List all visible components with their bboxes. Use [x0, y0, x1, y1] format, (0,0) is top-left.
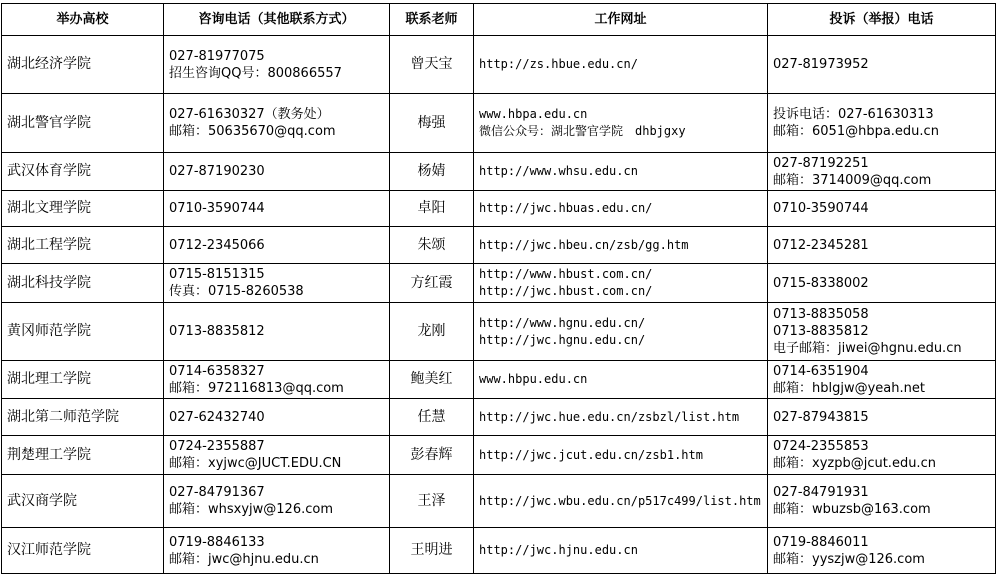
website-cell	[474, 436, 768, 475]
table-body	[2, 36, 996, 574]
school-name: 汉江师范学院	[7, 542, 91, 558]
header-website: 工作网址	[474, 4, 768, 36]
complaint-line: 0719-8846011	[773, 534, 869, 550]
header-teacher: 联系老师	[390, 4, 474, 36]
teacher-name: 杨婧	[417, 163, 446, 179]
phone-line: 027-81977075	[169, 48, 265, 64]
teacher-cell	[390, 528, 474, 574]
site-line[interactable]: 微信公众号：湖北警官学院 dhbjgxy	[479, 124, 686, 138]
complaint-line: 邮箱：wbuzsb@163.com	[773, 502, 931, 517]
complaint-cell	[768, 227, 996, 264]
teacher-cell	[390, 264, 474, 303]
phone-cell	[164, 436, 390, 475]
teacher-cell	[390, 303, 474, 361]
phone-cell	[164, 303, 390, 361]
complaint-cell	[768, 36, 996, 94]
complaint-line: 0714-6351904	[773, 363, 869, 379]
phone-cell	[164, 94, 390, 153]
complaint-line: 027-84791931	[773, 485, 869, 500]
school-name: 黄冈师范学院	[7, 323, 91, 339]
site-line[interactable]: http://jwc.hue.edu.cn/zsbzl/list.htm	[479, 409, 740, 424]
teacher-name: 方红霞	[410, 274, 453, 291]
teacher-name: 龙刚	[417, 323, 446, 339]
phone-line: 0719-8846133	[169, 534, 265, 550]
complaint-line: 邮箱：xyzpb@jcut.edu.cn	[773, 456, 936, 471]
teacher-name: 朱颂	[417, 236, 446, 253]
table-row	[2, 227, 996, 264]
phone-line: 027-87190230	[169, 164, 265, 179]
phone-cell	[164, 528, 390, 574]
phone-line: 传真：0715-8260538	[169, 284, 304, 299]
phone-cell	[164, 264, 390, 303]
teacher-cell	[390, 399, 474, 436]
phone-line: 027-62432740	[169, 409, 265, 425]
complaint-cell	[768, 399, 996, 436]
school-cell	[2, 227, 164, 264]
complaint-line: 027-87192251	[773, 155, 869, 171]
teacher-cell	[390, 475, 474, 528]
complaint-line: 邮箱：3714009@qq.com	[773, 172, 932, 188]
teacher-cell	[390, 436, 474, 475]
teacher-name: 曾天宝	[410, 56, 453, 72]
complaint-cell	[768, 191, 996, 227]
phone-line: 邮箱：972116813@qq.com	[169, 380, 344, 396]
site-line[interactable]: http://jwc.hgnu.edu.cn/	[479, 332, 646, 347]
table-row	[2, 436, 996, 475]
phone-line: 0724-2355887	[169, 439, 265, 454]
phone-line: 0714-6358327	[169, 363, 265, 379]
school-name: 湖北工程学院	[7, 236, 91, 253]
teacher-name: 任慧	[417, 408, 446, 425]
complaint-line: 027-81973952	[773, 57, 869, 72]
phone-line: 0712-2345066	[169, 237, 265, 253]
table-row	[2, 94, 996, 153]
website-cell	[474, 475, 768, 528]
complaint-line: 0712-2345281	[773, 237, 869, 253]
table-header-row	[2, 4, 996, 36]
complaint-cell	[768, 528, 996, 574]
phone-cell	[164, 475, 390, 528]
contact-table	[1, 3, 996, 574]
website-cell	[474, 191, 768, 227]
school-cell	[2, 361, 164, 399]
complaint-cell	[768, 94, 996, 153]
school-name: 荆楚理工学院	[7, 446, 91, 463]
site-line[interactable]: http://jwc.hbust.com.cn/	[479, 284, 653, 298]
site-line[interactable]: http://zs.hbue.edu.cn/	[479, 57, 638, 71]
school-cell	[2, 475, 164, 528]
school-name: 湖北警官学院	[7, 114, 91, 131]
header-phone: 咨询电话（其他联系方式）	[164, 4, 390, 36]
school-cell	[2, 303, 164, 361]
teacher-cell	[390, 36, 474, 94]
teacher-name: 梅强	[417, 114, 446, 131]
complaint-cell	[768, 303, 996, 361]
header-school: 举办高校	[2, 4, 164, 36]
table-row	[2, 475, 996, 528]
complaint-line: 电子邮箱：jiwei@hgnu.edu.cn	[773, 341, 962, 356]
complaint-cell	[768, 475, 996, 528]
teacher-cell	[390, 94, 474, 153]
teacher-name: 卓阳	[417, 200, 446, 216]
header-complaint: 投诉（举报）电话	[768, 4, 996, 36]
complaint-line: 0713-8835812	[773, 324, 869, 339]
site-line[interactable]: http://jwc.hjnu.edu.cn	[479, 543, 638, 557]
contact-table-wrapper	[1, 3, 996, 574]
school-name: 武汉商学院	[7, 492, 77, 509]
website-cell	[474, 528, 768, 574]
teacher-name: 彭春辉	[410, 446, 453, 463]
teacher-cell	[390, 191, 474, 227]
school-name: 湖北第二师范学院	[7, 408, 119, 425]
school-cell	[2, 191, 164, 227]
website-cell	[474, 361, 768, 399]
phone-line: 0715-8151315	[169, 267, 265, 282]
school-cell	[2, 528, 164, 574]
school-name: 武汉体育学院	[7, 163, 91, 179]
teacher-name: 王明进	[410, 542, 453, 558]
site-line[interactable]: www.hbpu.edu.cn	[479, 372, 588, 386]
website-cell	[474, 153, 768, 191]
phone-line: 027-61630327（教务处）	[169, 107, 330, 122]
table-row	[2, 36, 996, 94]
phone-line: 招生咨询QQ号：800866557	[169, 65, 342, 81]
site-line[interactable]: http://www.hgnu.edu.cn/	[479, 315, 646, 330]
site-line[interactable]: http://jwc.hbeu.cn/zsb/gg.htm	[479, 237, 689, 252]
site-line[interactable]: http://www.hbust.com.cn/	[479, 267, 653, 281]
teacher-name: 王泽	[417, 492, 446, 509]
teacher-cell	[390, 361, 474, 399]
school-cell	[2, 436, 164, 475]
school-cell	[2, 94, 164, 153]
school-cell	[2, 399, 164, 436]
school-name: 湖北科技学院	[7, 274, 91, 291]
school-name: 湖北文理学院	[7, 200, 91, 216]
table-row	[2, 153, 996, 191]
table-row	[2, 361, 996, 399]
complaint-line: 邮箱：hblgjw@yeah.net	[773, 380, 925, 396]
complaint-line: 邮箱：6051@hbpa.edu.cn	[773, 124, 939, 139]
complaint-line: 0715-8338002	[773, 275, 869, 291]
teacher-cell	[390, 227, 474, 264]
site-line[interactable]: www.hbpa.edu.cn	[479, 107, 588, 121]
phone-line: 邮箱：50635670@qq.com	[169, 124, 336, 139]
table-row	[2, 264, 996, 303]
complaint-line: 027-87943815	[773, 409, 869, 425]
school-cell	[2, 264, 164, 303]
website-cell	[474, 399, 768, 436]
site-line[interactable]: http://jwc.hbuas.edu.cn/	[479, 201, 653, 215]
complaint-line: 0713-8835058	[773, 307, 869, 322]
phone-cell	[164, 191, 390, 227]
complaint-line: 0710-3590744	[773, 201, 869, 216]
phone-line: 邮箱：whsxyjw@126.com	[169, 502, 333, 517]
complaint-cell	[768, 361, 996, 399]
table-row	[2, 399, 996, 436]
teacher-name: 鲍美红	[410, 371, 453, 387]
school-cell	[2, 36, 164, 94]
website-cell	[474, 94, 768, 153]
table-row	[2, 191, 996, 227]
table-row	[2, 303, 996, 361]
phone-line: 邮箱：jwc@hjnu.edu.cn	[169, 551, 319, 567]
site-line[interactable]: http://www.whsu.edu.cn	[479, 164, 638, 178]
complaint-line: 0724-2355853	[773, 439, 869, 454]
school-name: 湖北理工学院	[7, 371, 91, 387]
teacher-cell	[390, 153, 474, 191]
complaint-cell	[768, 153, 996, 191]
website-cell	[474, 264, 768, 303]
website-cell	[474, 227, 768, 264]
phone-cell	[164, 36, 390, 94]
site-line[interactable]: http://jwc.jcut.edu.cn/zsb1.htm	[479, 447, 703, 462]
phone-line: 0713-8835812	[169, 324, 265, 339]
table-row	[2, 528, 996, 574]
phone-cell	[164, 361, 390, 399]
phone-line: 0710-3590744	[169, 201, 265, 216]
school-name: 湖北经济学院	[7, 56, 91, 72]
website-cell	[474, 36, 768, 94]
phone-line: 邮箱：xyjwc@JUCT.EDU.CN	[169, 456, 342, 471]
phone-cell	[164, 399, 390, 436]
school-cell	[2, 153, 164, 191]
website-cell	[474, 303, 768, 361]
complaint-cell	[768, 264, 996, 303]
phone-line: 027-84791367	[169, 485, 265, 500]
complaint-line: 邮箱：yyszjw@126.com	[773, 551, 925, 567]
phone-cell	[164, 227, 390, 264]
site-line[interactable]: http://jwc.wbu.edu.cn/p517c499/list.htm	[479, 493, 761, 508]
complaint-cell	[768, 436, 996, 475]
phone-cell	[164, 153, 390, 191]
complaint-line: 投诉电话：027-61630313	[773, 107, 934, 122]
